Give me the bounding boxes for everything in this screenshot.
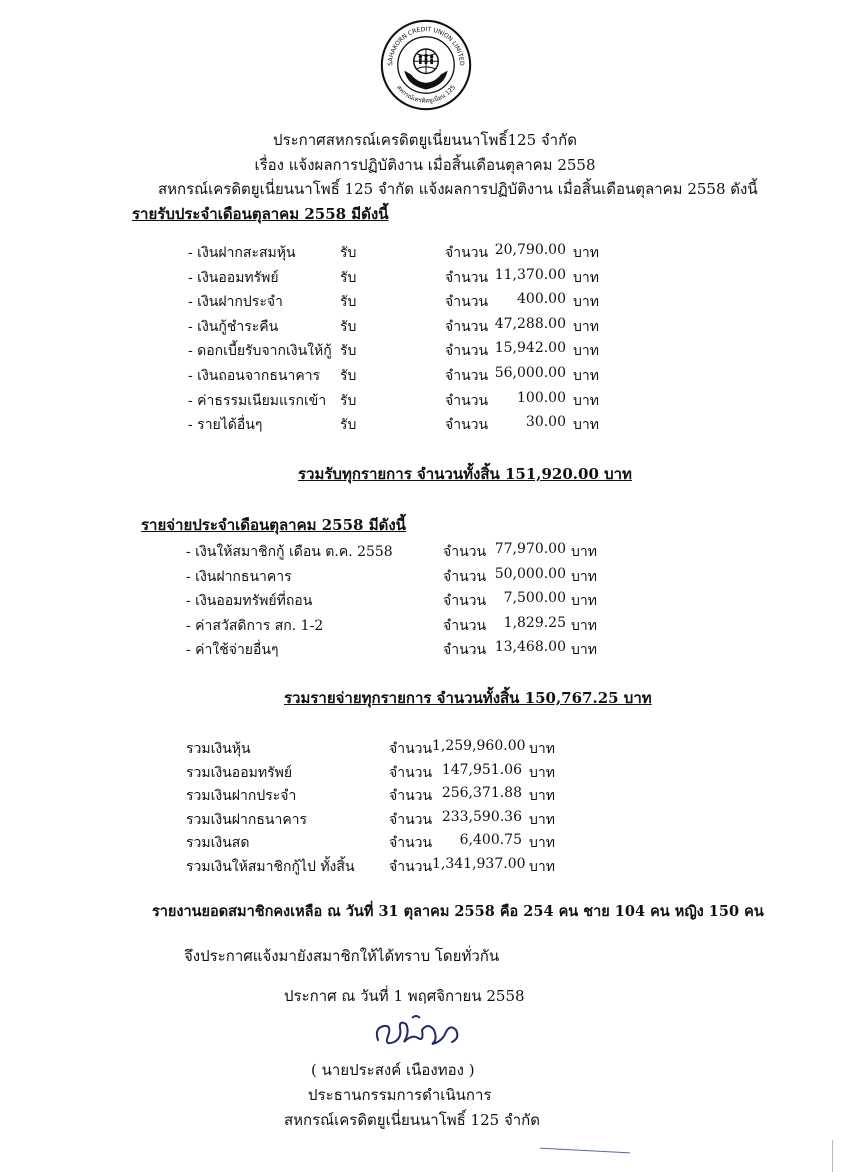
list-item [0,832,850,856]
item-amount: 13,468.00 [494,639,566,656]
item-type: รับ [340,392,357,409]
item-amount-word: จำนวน [389,741,433,757]
item-amount: 1,341,937.00 [432,856,526,872]
item-unit: บาท [573,318,599,335]
item-unit: บาท [529,859,555,875]
scan-edge [832,1140,833,1172]
signatory-name: ( นายประสงค์ เนืองทอง ) [311,1061,475,1079]
svg-text:สหกรณ์เครดิตยูเนี่ยน 125: สหกรณ์เครดิตยูเนี่ยน 125 [394,84,458,105]
item-label: - รายได้อื่นๆ [188,417,263,434]
list-item [0,738,850,762]
item-unit: บาท [571,593,597,610]
list-item [0,639,850,663]
item-unit: บาท [573,343,599,360]
item-amount-word: จำนวน [389,859,433,875]
item-label: - ค่าใช้จ่ายอื่นๆ [186,642,279,659]
item-unit: บาท [529,811,555,828]
income-total: รวมรับทุกรายการ จำนวนทั้งสิ้น 151,920.00 บาท [298,465,632,483]
item-amount: 15,942.00 [494,340,566,357]
item-amount-word: จำนวน [445,318,489,335]
item-label: - ค่าธรรมเนียมแรกเข้า [188,392,327,409]
item-type: รับ [340,417,357,434]
list-item [0,615,850,639]
item-amount-word: จำนวน [445,294,489,311]
item-unit: บาท [529,788,555,805]
item-amount: 6,400.75 [459,832,522,849]
list-item [0,316,850,340]
item-label: - เงินออมทรัพย์ [188,269,279,286]
item-amount-word: จำนวน [443,544,487,560]
notice-text: จึงประกาศแจ้งมายังสมาชิกให้ได้ทราบ โดยทั่วกัน [184,947,500,965]
expense-section-title: รายจ่ายประจำเดือนตุลาคม 2558 มีดังนี้ [141,516,406,534]
list-item [0,267,850,291]
item-amount-word: จำนวน [445,343,489,360]
list-item [0,291,850,315]
item-type: รับ [340,245,357,261]
item-amount-word: จำนวน [443,593,487,610]
item-amount-word: จำนวน [445,392,489,409]
item-amount-word: จำนวน [445,368,489,384]
item-amount: 50,000.00 [494,565,566,582]
item-unit: บาท [571,568,597,585]
item-unit: บาท [529,764,555,781]
list-item [0,566,850,590]
item-amount: 20,790.00 [494,242,566,258]
announcement-subject: เรื่อง แจ้งผลการปฏิบัติงาน เมื่อสิ้นเดือนตุลาคม 2558 [254,156,596,174]
item-unit: บาท [571,544,597,560]
list-item [0,340,850,364]
item-amount-word: จำนวน [445,417,489,434]
list-item [0,856,850,880]
item-label: - เงินออมทรัพย์ที่ถอน [186,593,313,610]
list-item [0,365,850,389]
item-amount: 11,370.00 [494,266,566,283]
item-type: รับ [340,368,357,384]
item-amount-word: จำนวน [443,617,487,634]
item-type: รับ [340,269,357,286]
item-unit: บาท [573,417,599,434]
expense-total: รวมรายจ่ายทุกรายการ จำนวนทั้งสิ้น 150,767.25 บาท [284,689,652,707]
item-unit: บาท [529,835,555,852]
item-label: - ดอกเบี้ยรับจากเงินให้กู้ [188,343,332,360]
cooperative-seal-logo [379,18,473,112]
item-unit: บาท [573,245,599,261]
item-unit: บาท [573,392,599,409]
list-item [0,541,850,565]
item-label: รวมเงินฝากประจำ [186,788,297,805]
signatory-position: ประธานกรรมการดำเนินการ [308,1086,492,1104]
item-label: รวมเงินฝากธนาคาร [186,811,308,828]
signatory-organization: สหกรณ์เครดิตยูเนี่ยนนาโพธิ์ 125 จำกัด [284,1111,540,1129]
item-amount-word: จำนวน [389,788,433,805]
item-type: รับ [340,318,357,335]
list-item [0,809,850,833]
item-amount: 30.00 [525,414,566,431]
item-amount: 233,590.36 [441,808,522,825]
item-unit: บาท [573,368,599,384]
item-amount-word: จำนวน [443,642,487,659]
item-amount: 77,970.00 [494,541,566,557]
item-label: รวมเงินสด [186,835,250,852]
item-unit: บาท [573,269,599,286]
list-item [0,414,850,438]
item-label: รวมเงินให้สมาชิกกู้ไป ทั้งสิ้น [186,859,355,875]
list-item [0,390,850,414]
announcement-title: ประกาศสหกรณ์เครดิตยูเนี่ยนนาโพธิ์125 จำกัด [273,131,577,149]
item-amount: 56,000.00 [494,365,566,381]
item-amount: 147,951.06 [441,761,522,778]
item-label: รวมเงินออมทรัพย์ [186,764,293,781]
item-amount: 100.00 [517,389,566,406]
income-section-title: รายรับประจำเดือนตุลาคม 2558 มีดังนี้ [132,205,389,223]
item-amount: 7,500.00 [503,590,566,607]
item-label: - เงินถอนจากธนาคาร [188,368,321,384]
svg-text:SAHAKORN CREDIT UNION LIMITED: SAHAKORN CREDIT UNION LIMITED [387,26,465,66]
announcement-date: ประกาศ ณ วันที่ 1 พฤศจิกายน 2558 [284,987,525,1005]
announcement-intro: สหกรณ์เครดิตยูเนี่ยนนาโพธิ์ 125 จำกัด แจ้งผลการปฏิบัติงาน เมื่อสิ้นเดือนตุลาคม 2558 ดังนี้ [158,180,758,198]
item-label: - เงินฝากสะสมหุ้น [188,245,296,261]
item-label: รวมเงินหุ้น [186,741,251,757]
item-type: รับ [340,294,357,311]
item-label: - เงินฝากประจำ [188,294,283,311]
list-item [0,762,850,786]
item-unit: บาท [529,741,555,757]
members-report: รายงานยอดสมาชิกคงเหลือ ณ วันที่ 31 ตุลาคม 2558 คือ 254 คน ชาย 104 คน หญิง 150 คน [152,903,764,920]
item-amount-word: จำนวน [445,245,489,261]
list-item [0,242,850,266]
scan-stroke [540,1148,630,1154]
item-unit: บาท [571,642,597,659]
item-amount: 1,259,960.00 [432,738,526,754]
item-amount-word: จำนวน [443,568,487,585]
item-amount-word: จำนวน [389,764,433,781]
item-label: - ค่าสวัสดิการ สก. 1-2 [186,617,324,634]
item-type: รับ [340,343,357,360]
item-amount: 400.00 [517,291,566,308]
item-amount: 47,288.00 [494,315,566,332]
item-amount-word: จำนวน [389,835,433,852]
item-amount: 256,371.88 [441,785,522,802]
item-unit: บาท [573,294,599,311]
item-label: - เงินให้สมาชิกกู้ เดือน ต.ค. 2558 [186,544,393,560]
item-amount-word: จำนวน [445,269,489,286]
item-amount: 1,829.25 [503,614,566,631]
handwritten-signature [372,1012,472,1054]
item-amount-word: จำนวน [389,811,433,828]
item-unit: บาท [571,617,597,634]
list-item [0,785,850,809]
item-label: - เงินกู้ชำระคืน [188,318,279,335]
item-label: - เงินฝากธนาคาร [186,568,292,585]
list-item [0,590,850,614]
